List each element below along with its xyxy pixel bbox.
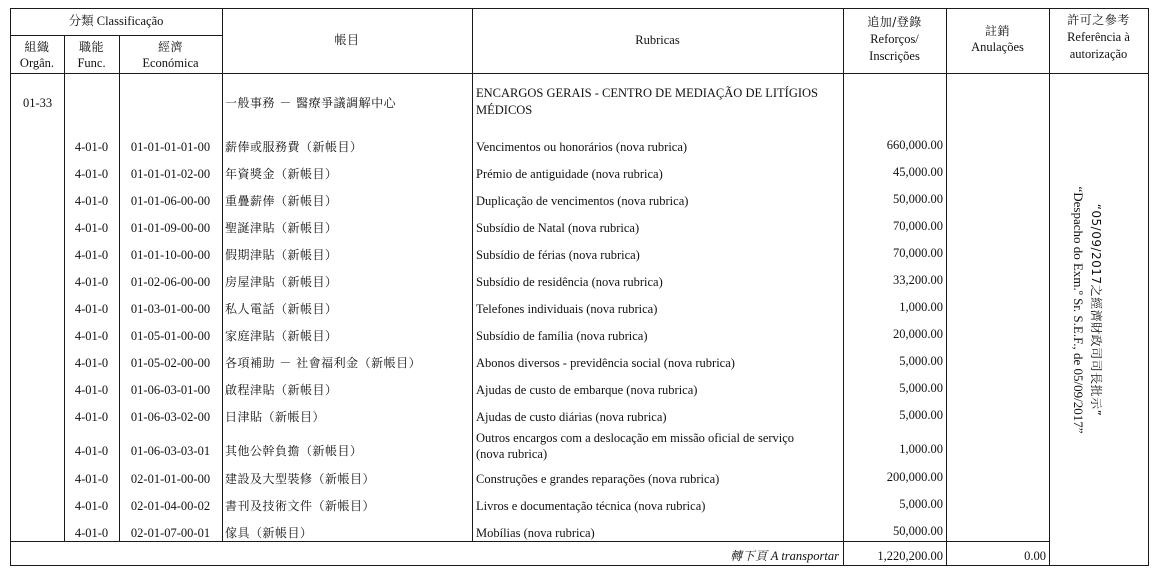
row-amount: 5,000.00 xyxy=(899,354,943,368)
col-divider-pt xyxy=(843,8,844,566)
row-account-pt: Subsídio de residência (nova rubrica) xyxy=(476,275,663,289)
row-econ-code: 02-01-04-00-02 xyxy=(130,499,211,513)
reference-note-pt: “Despacho do Exm.º Sr. S.E.F., de 05/09/2017” xyxy=(1071,186,1086,434)
row-account-zh: 傢具（新帳目） xyxy=(225,526,313,540)
carry-forward-label-zh: 轉下頁 xyxy=(730,549,768,563)
classification-divider xyxy=(10,35,222,36)
row-account-zh: 各項補助 － 社會福利金（新帳目） xyxy=(225,356,422,370)
row-account-pt: Outros encargos com a deslocação em missão oficial de serviço xyxy=(476,431,795,445)
row-account-pt-cont: (nova rubrica) xyxy=(476,447,548,461)
row-amount: 70,000.00 xyxy=(893,246,943,260)
org-heading-zh: 組織 xyxy=(24,40,50,54)
row-econ-code: 01-01-01-01-00 xyxy=(130,140,211,154)
econ-heading-pt: Económica xyxy=(142,56,199,70)
row-account-pt: Ajudas de custo de embarque (nova rubrica) xyxy=(476,383,698,397)
pt-heading: Rubricas xyxy=(635,33,680,47)
row-account-zh: 假期津貼（新帳目） xyxy=(225,248,338,262)
reference-note-zh: “05/09/2017之經濟財政司司長批示” xyxy=(1089,203,1103,417)
row-account-zh: 薪俸或服務費（新帳目） xyxy=(225,140,363,154)
row-account-zh: 日津貼（新帳目） xyxy=(225,410,326,424)
row-account-pt: Telefones individuais (nova rubrica) xyxy=(476,302,658,316)
row-econ-code: 01-06-03-01-00 xyxy=(130,383,211,397)
row-account-zh: 啟程津貼（新帳目） xyxy=(225,383,338,397)
row-amount: 5,000.00 xyxy=(899,408,943,422)
carry-forward-label xyxy=(472,549,839,563)
reference-heading-pt2: autorização xyxy=(1069,47,1128,61)
row-amount: 5,000.00 xyxy=(899,497,943,511)
reinforcement-heading-pt1: Reforços/ xyxy=(870,32,919,46)
col-divider-cancel xyxy=(1049,8,1050,566)
row-func-code: 4-01-0 xyxy=(74,167,109,181)
row-amount: 33,200.00 xyxy=(893,273,943,287)
table-border-bottom xyxy=(10,565,1148,566)
reference-note-text xyxy=(1070,140,1104,480)
row-econ-code: 02-01-01-00-00 xyxy=(130,472,211,486)
row-func-code: 4-01-0 xyxy=(74,302,109,316)
row-account-zh: 家庭津貼（新帳目） xyxy=(225,329,338,343)
row-econ-code: 01-01-10-00-00 xyxy=(130,248,211,262)
row-func-code: 4-01-0 xyxy=(74,221,109,235)
zh-heading: 帳目 xyxy=(334,33,360,47)
row-amount: 45,000.00 xyxy=(893,165,943,179)
row-econ-code: 01-01-01-02-00 xyxy=(130,167,211,181)
row-amount: 1,000.00 xyxy=(899,442,943,456)
row-func-code: 4-01-0 xyxy=(74,275,109,289)
row-amount: 50,000.00 xyxy=(893,524,943,538)
row-account-zh: 其他公幹負擔（新帳目） xyxy=(225,444,363,458)
row-func-code: 4-01-0 xyxy=(74,329,109,343)
row-func-code: 4-01-0 xyxy=(74,410,109,424)
row-func-code: 4-01-0 xyxy=(74,248,109,262)
reinforcement-heading-zh: 追加/登錄 xyxy=(867,15,922,29)
row-amount: 20,000.00 xyxy=(893,327,943,341)
row-func-code: 4-01-0 xyxy=(74,472,109,486)
reference-heading-zh: 許可之參考 xyxy=(1067,13,1130,27)
row-amount: 200,000.00 xyxy=(886,470,943,484)
header-border-bottom xyxy=(10,73,1148,74)
table-border-left xyxy=(10,8,11,566)
row-account-pt: Vencimentos ou honorários (nova rubrica) xyxy=(476,140,688,154)
org-code: 01-33 xyxy=(23,96,53,110)
reference-heading-pt1: Referência à xyxy=(1067,30,1130,44)
func-heading-pt: Func. xyxy=(77,56,106,70)
carry-forward-label-pt: A transportar xyxy=(770,549,839,563)
row-func-code: 4-01-0 xyxy=(74,526,109,540)
row-func-code: 4-01-0 xyxy=(74,356,109,370)
total-cancel: 0.00 xyxy=(1024,549,1046,563)
cancel-heading-pt: Anulações xyxy=(971,40,1024,54)
row-econ-code: 01-03-01-00-00 xyxy=(130,302,211,316)
row-func-code: 4-01-0 xyxy=(74,383,109,397)
row-econ-code: 01-06-03-03-01 xyxy=(130,444,211,458)
row-econ-code: 01-02-06-00-00 xyxy=(130,275,211,289)
row-account-pt: Ajudas de custo diárias (nova rubrica) xyxy=(476,410,667,424)
row-account-pt: Subsídio de férias (nova rubrica) xyxy=(476,248,640,262)
total-row-top xyxy=(10,541,1049,542)
row-account-zh: 建設及大型裝修（新帳目） xyxy=(225,472,376,486)
row-amount: 660,000.00 xyxy=(886,138,943,152)
col-divider-econ xyxy=(222,8,223,542)
row-account-pt: Subsídio de família (nova rubrica) xyxy=(476,329,648,343)
row-amount: 50,000.00 xyxy=(893,192,943,206)
row-econ-code: 01-06-03-02-00 xyxy=(130,410,211,424)
row-econ-code: 01-05-02-00-00 xyxy=(130,356,211,370)
group-title-pt-line1: ENCARGOS GERAIS - CENTRO DE MEDIAÇÃO DE LITÍGIOS xyxy=(476,86,818,100)
classification-heading: 分類 Classificação xyxy=(68,14,164,28)
org-heading-pt: Orgân. xyxy=(19,56,55,70)
row-amount: 1,000.00 xyxy=(899,300,943,314)
row-account-pt: Subsídio de Natal (nova rubrica) xyxy=(476,221,640,235)
row-func-code: 4-01-0 xyxy=(74,499,109,513)
row-account-zh: 房屋津貼（新帳目） xyxy=(225,275,338,289)
row-account-zh: 聖誕津貼（新帳目） xyxy=(225,221,338,235)
group-title-zh: 一般事務 － 醫療爭議調解中心 xyxy=(225,96,397,110)
row-account-pt: Abonos diversos - previdência social (nova rubrica) xyxy=(476,356,735,370)
row-account-zh: 年資獎金（新帳目） xyxy=(225,167,338,181)
total-reinforcement: 1,220,200.00 xyxy=(877,549,943,563)
table-border-top xyxy=(10,8,1148,9)
row-account-zh: 重疊薪俸（新帳目） xyxy=(225,194,338,208)
row-account-zh: 書刊及技術文件（新帳目） xyxy=(225,499,376,513)
group-title-pt-line2: MÉDICOS xyxy=(476,103,533,117)
row-amount: 70,000.00 xyxy=(893,219,943,233)
col-divider-reinforcement xyxy=(946,8,947,566)
row-econ-code: 01-01-09-00-00 xyxy=(130,221,211,235)
cancel-heading-zh: 註銷 xyxy=(984,24,1010,38)
row-account-pt: Prémio de antiguidade (nova rubrica) xyxy=(476,167,663,181)
row-account-pt: Duplicação de vencimentos (nova rubrica) xyxy=(476,194,689,208)
row-func-code: 4-01-0 xyxy=(74,194,109,208)
row-econ-code: 02-01-07-00-01 xyxy=(130,526,211,540)
row-account-pt: Livros e documentação técnica (nova rubrica) xyxy=(476,499,706,513)
row-account-zh: 私人電話（新帳目） xyxy=(225,302,338,316)
row-amount: 5,000.00 xyxy=(899,381,943,395)
row-account-pt: Mobílias (nova rubrica) xyxy=(476,526,595,540)
table-border-right xyxy=(1148,8,1149,566)
row-econ-code: 01-01-06-00-00 xyxy=(130,194,211,208)
econ-heading-zh: 經濟 xyxy=(157,40,183,54)
func-heading-zh: 職能 xyxy=(78,40,104,54)
row-account-pt: Construções e grandes reparações (nova rubrica) xyxy=(476,472,720,486)
row-econ-code: 01-05-01-00-00 xyxy=(130,329,211,343)
row-func-code: 4-01-0 xyxy=(74,444,109,458)
reinforcement-heading-pt2: Inscrições xyxy=(869,49,920,63)
row-func-code: 4-01-0 xyxy=(74,140,109,154)
col-divider-zh xyxy=(472,8,473,542)
